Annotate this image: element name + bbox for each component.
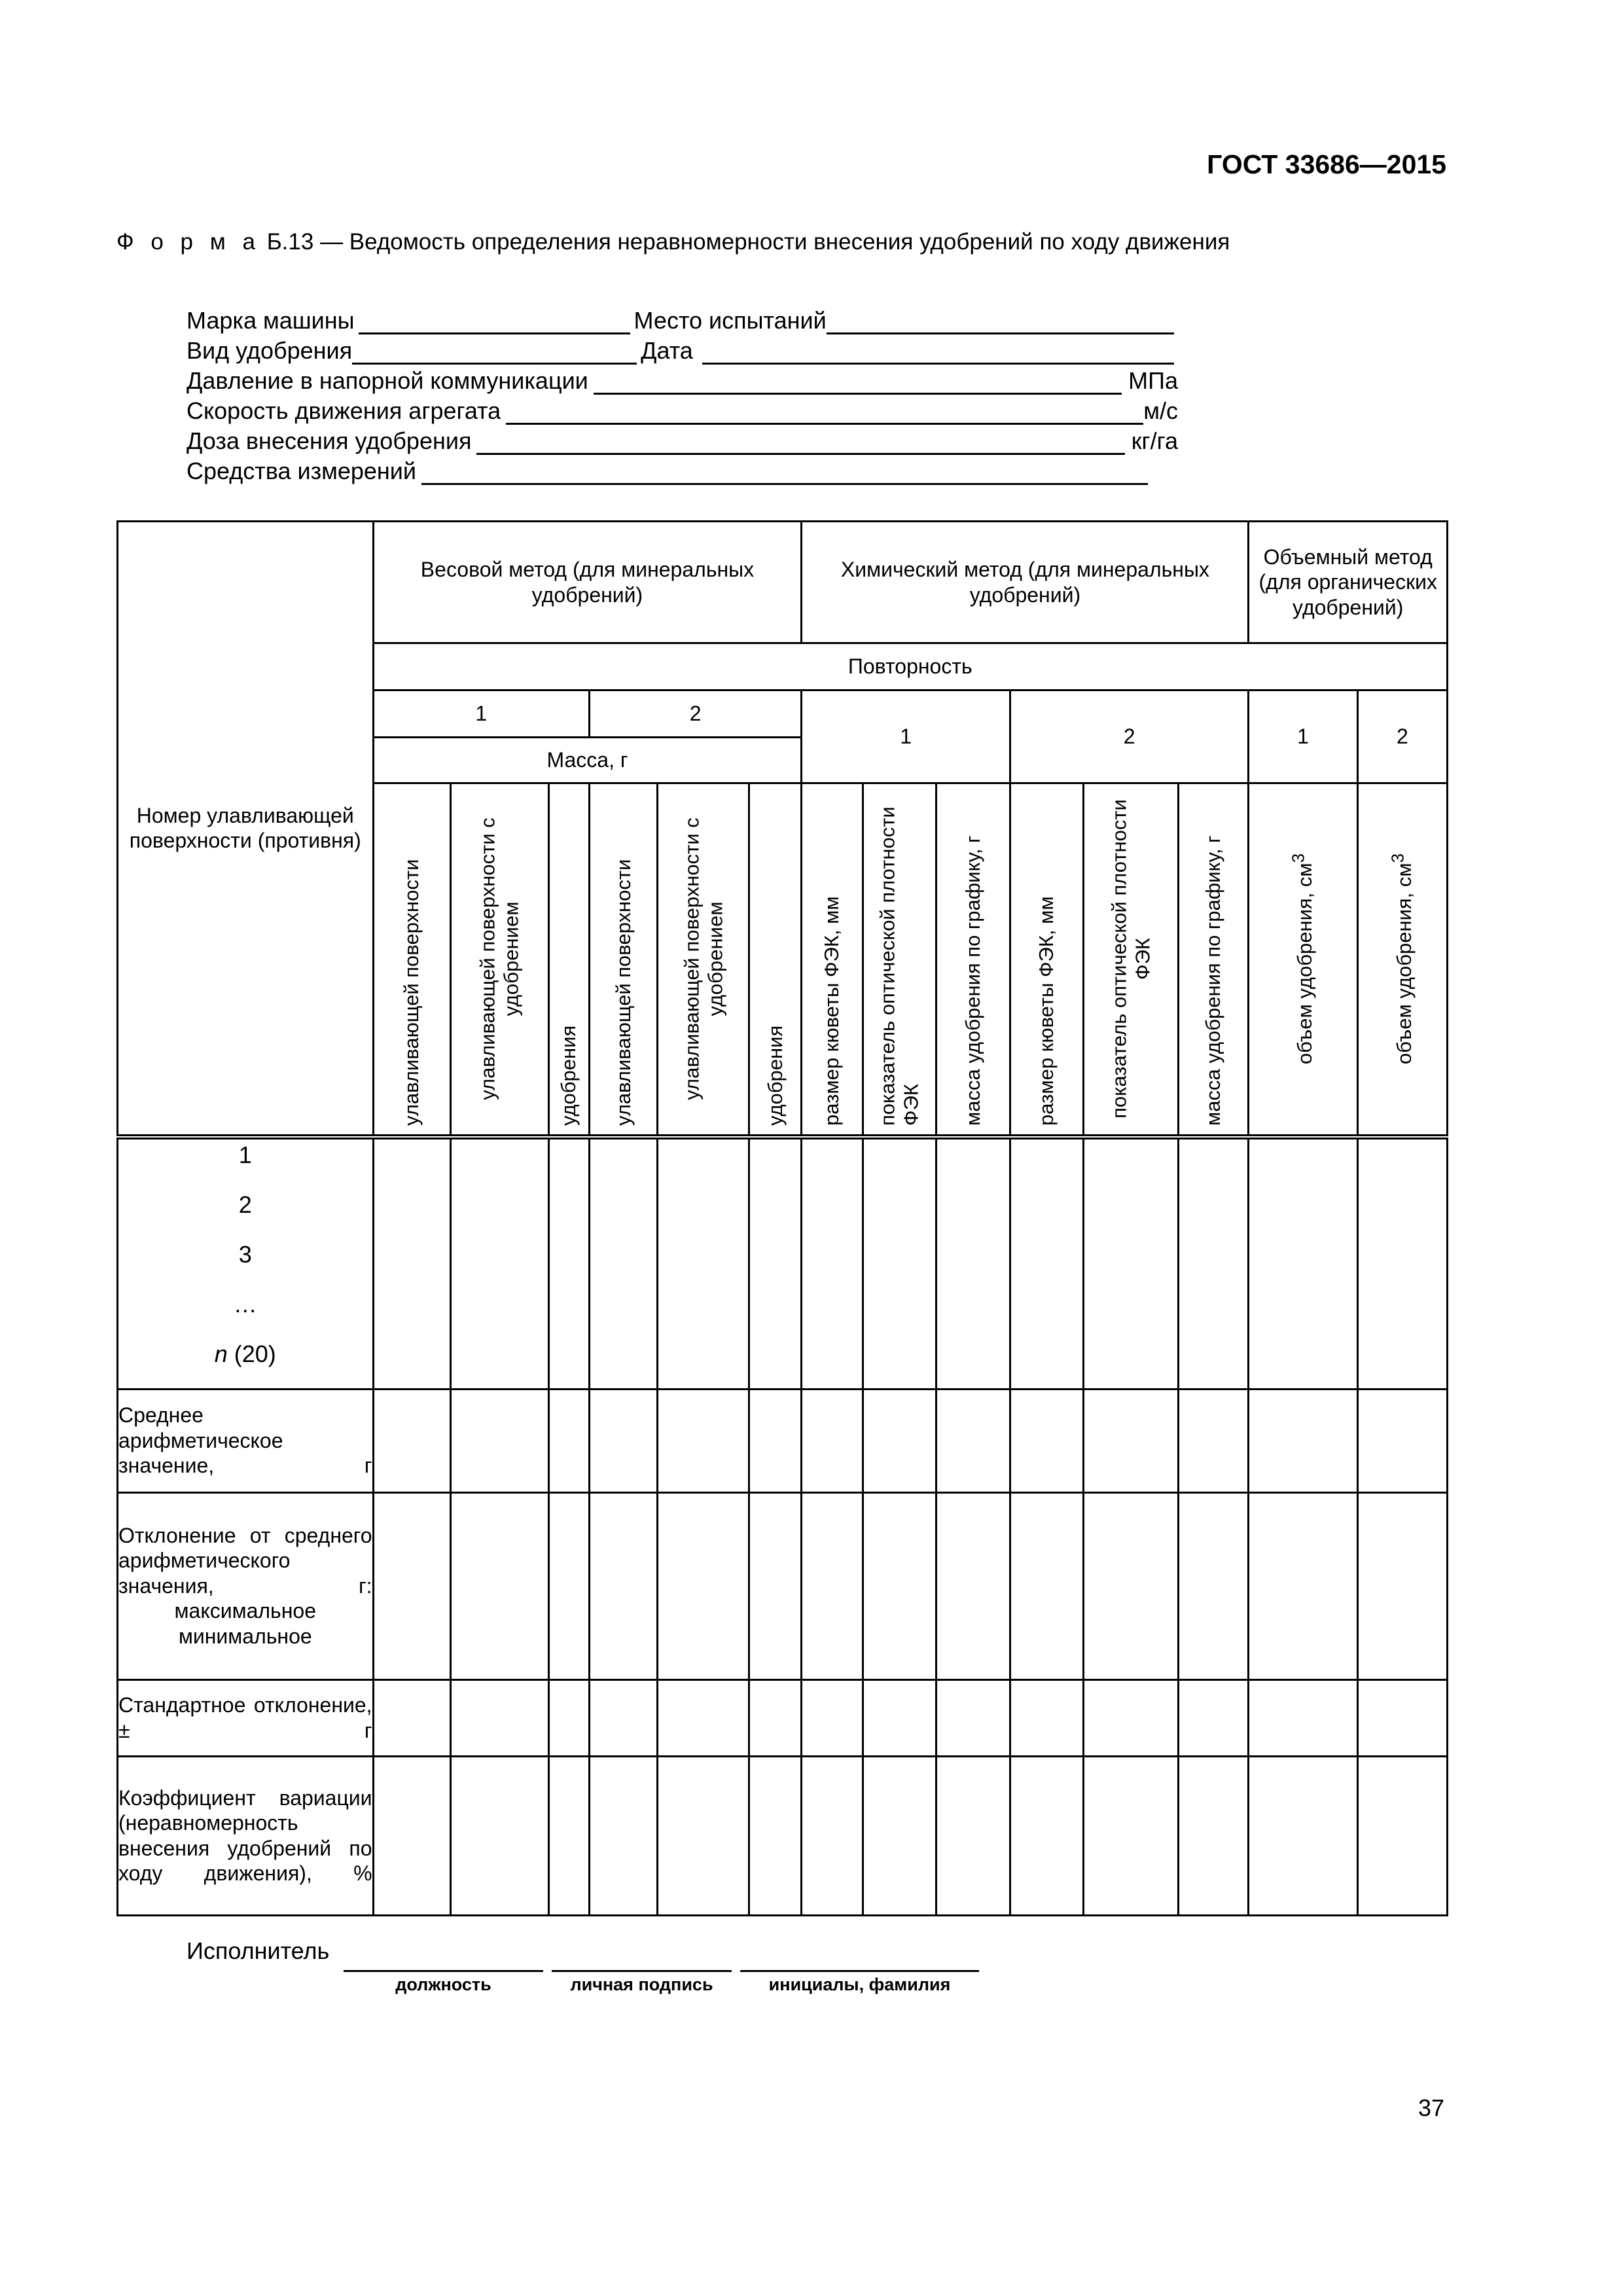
row-number: 2 <box>238 1191 252 1218</box>
col-text-volume-1 <box>1290 792 1317 1126</box>
field-row-machine <box>187 304 1178 334</box>
instruments-label: Средства измерений <box>187 457 417 484</box>
data-cell[interactable] <box>373 1492 450 1679</box>
col-header-mass-graph-1 <box>936 783 1010 1137</box>
volume-text-2: объем удобрения, см <box>1392 863 1416 1065</box>
col-header-catch-surface-fert-1 <box>450 783 548 1137</box>
data-cell[interactable] <box>1249 1389 1357 1492</box>
test-site-line[interactable] <box>827 308 1174 334</box>
table-row-mean <box>118 1389 1448 1492</box>
col-text-fertilizer-2: удобрения <box>764 1025 787 1126</box>
data-cell[interactable] <box>749 1389 802 1492</box>
speed-unit: м/с <box>1143 397 1178 424</box>
field-row-speed <box>187 395 1178 425</box>
data-cell[interactable] <box>658 1492 749 1679</box>
data-cell[interactable] <box>589 1756 657 1915</box>
data-cell[interactable] <box>1010 1492 1083 1679</box>
data-cell[interactable] <box>1084 1137 1179 1390</box>
data-cell[interactable] <box>936 1389 1010 1492</box>
position-slot[interactable]: должность <box>344 1970 543 1995</box>
col-header-catch-surface-fert-2 <box>658 783 749 1137</box>
row-n-letter: n <box>214 1340 228 1367</box>
machine-brand-label: Марка машины <box>187 307 355 334</box>
weight-method-text: Весовой метод (для минеральных удобрений) <box>420 558 755 607</box>
chem-rep-2: 2 <box>1010 691 1249 783</box>
fertilizer-type-label: Вид удобрения <box>187 337 353 364</box>
row-number: 1 <box>238 1141 252 1168</box>
date-line[interactable] <box>702 338 1174 365</box>
data-cell[interactable] <box>863 1137 936 1390</box>
chemical-method-header <box>802 522 1249 643</box>
row-numbers-cell <box>118 1137 374 1390</box>
volume-sup-1: 3 <box>1289 853 1308 863</box>
data-cell[interactable] <box>1357 1679 1447 1756</box>
data-cell[interactable] <box>1249 1137 1357 1390</box>
measurement-table <box>116 520 1448 1916</box>
data-cell[interactable] <box>936 1137 1010 1390</box>
deviation-label-cell <box>118 1492 374 1679</box>
deviation-max-label: максимальное <box>174 1599 316 1623</box>
table-row-deviation <box>118 1492 1448 1679</box>
data-cell[interactable] <box>373 1137 450 1390</box>
table-row-measurements <box>118 1137 1448 1390</box>
weight-rep-2: 2 <box>589 691 801 738</box>
form-title-prefix: Ф о р м а <box>116 229 260 255</box>
mean-label-cell <box>118 1389 374 1492</box>
weight-method-header <box>373 522 802 643</box>
data-cell[interactable] <box>936 1492 1010 1679</box>
stddev-label: Стандартное отклонение, ± г <box>118 1693 372 1742</box>
field-row-pressure <box>187 365 1178 395</box>
data-cell[interactable] <box>802 1137 863 1390</box>
col-text-mass-graph-2: масса удобрения по графику, г <box>1202 835 1225 1126</box>
col-text-volume-2 <box>1389 792 1416 1126</box>
data-cell[interactable] <box>749 1756 802 1915</box>
field-row-fertilizer <box>187 334 1178 365</box>
data-cell[interactable] <box>749 1492 802 1679</box>
field-row-dose <box>187 425 1178 455</box>
data-cell[interactable] <box>1357 1492 1447 1679</box>
mean-label: Среднее арифметическое значение, г <box>118 1403 372 1478</box>
data-cell[interactable] <box>1179 1137 1249 1390</box>
row-number: … <box>233 1290 257 1318</box>
form-title <box>116 229 1230 255</box>
data-cell[interactable] <box>589 1389 657 1492</box>
col-header-cuvette-1 <box>802 783 863 1137</box>
cv-label: Коэффициент вариации (неравномерность внесения удобрений по ходу движения), % <box>118 1785 372 1885</box>
col-header-catch-surface-1 <box>373 783 450 1137</box>
row-header-cell <box>118 522 374 1137</box>
volume-method-text: Объемный метод (для органических удобрений) <box>1258 545 1437 619</box>
data-cell[interactable] <box>548 1492 589 1679</box>
col-header-cuvette-2 <box>1010 783 1083 1137</box>
data-cell[interactable] <box>658 1679 749 1756</box>
data-cell[interactable] <box>450 1756 548 1915</box>
data-cell[interactable] <box>1357 1137 1447 1390</box>
data-cell[interactable] <box>548 1679 589 1756</box>
data-cell[interactable] <box>936 1679 1010 1756</box>
row-number: 3 <box>238 1240 252 1268</box>
data-cell[interactable] <box>373 1756 450 1915</box>
vol-rep-2: 2 <box>1357 691 1447 783</box>
data-cell[interactable] <box>373 1679 450 1756</box>
data-cell[interactable] <box>589 1492 657 1679</box>
deviation-label: Отклонение от среднего арифметического значения, г: <box>118 1524 372 1598</box>
data-cell[interactable] <box>1249 1679 1357 1756</box>
data-cell[interactable] <box>863 1679 936 1756</box>
weight-rep-1: 1 <box>373 691 589 738</box>
data-cell[interactable] <box>589 1679 657 1756</box>
data-cell[interactable] <box>658 1137 749 1390</box>
dose-label: Доза внесения удобрения <box>187 427 472 454</box>
data-cell[interactable] <box>450 1389 548 1492</box>
deviation-min-label: минимальное <box>178 1624 312 1648</box>
col-header-volume-1 <box>1249 783 1357 1137</box>
data-cell[interactable] <box>1357 1756 1447 1915</box>
volume-text-1: объем удобрения, см <box>1293 863 1316 1065</box>
data-cell[interactable] <box>863 1756 936 1915</box>
data-cell[interactable] <box>1084 1492 1179 1679</box>
pressure-line[interactable] <box>594 368 1122 395</box>
col-header-fertilizer-2 <box>749 783 802 1137</box>
data-cell[interactable] <box>548 1137 589 1390</box>
data-cell[interactable] <box>1179 1492 1249 1679</box>
row-number-n <box>118 1338 372 1388</box>
col-text-fertilizer-1: удобрения <box>557 1025 580 1126</box>
volume-method-header <box>1249 522 1448 643</box>
data-cell[interactable] <box>450 1492 548 1679</box>
data-cell[interactable] <box>1179 1756 1249 1915</box>
col-text-catch-surface-1: улавливающей поверхности <box>400 859 423 1126</box>
data-cell[interactable] <box>548 1389 589 1492</box>
data-cell[interactable] <box>658 1756 749 1915</box>
table-row-cv <box>118 1756 1448 1915</box>
executor-label: Исполнитель <box>187 1937 330 1964</box>
cv-label-cell <box>118 1756 374 1915</box>
speed-line[interactable] <box>506 398 1143 425</box>
col-text-cuvette-2: размер кюветы ФЭК, мм <box>1035 896 1058 1126</box>
data-cell[interactable] <box>373 1389 450 1492</box>
data-cell[interactable] <box>1010 1756 1083 1915</box>
data-cell[interactable] <box>1249 1492 1357 1679</box>
data-cell[interactable] <box>749 1679 802 1756</box>
data-cell[interactable] <box>802 1492 863 1679</box>
field-row-instruments <box>187 455 1178 485</box>
col-header-mass-graph-2 <box>1179 783 1249 1137</box>
data-cell[interactable] <box>1010 1389 1083 1492</box>
dose-line[interactable] <box>476 428 1124 455</box>
stddev-label-cell <box>118 1679 374 1756</box>
data-cell[interactable] <box>936 1756 1010 1915</box>
machine-brand-line[interactable] <box>359 308 630 334</box>
chemical-method-text: Химический метод (для минеральных удобрений) <box>840 558 1209 607</box>
data-cell[interactable] <box>1249 1756 1357 1915</box>
date-label: Дата <box>641 337 693 364</box>
data-cell[interactable] <box>450 1679 548 1756</box>
signature-slot[interactable]: личная подпись <box>552 1970 732 1995</box>
data-cell[interactable] <box>802 1389 863 1492</box>
data-cell[interactable] <box>1084 1389 1179 1492</box>
fertilizer-type-line[interactable] <box>352 338 637 365</box>
col-text-mass-graph-1: масса удобрения по графику, г <box>961 835 984 1126</box>
col-header-optical-2 <box>1084 783 1179 1137</box>
col-header-fertilizer-1 <box>548 783 589 1137</box>
test-site-label: Место испытаний <box>633 307 827 334</box>
data-cell[interactable] <box>450 1137 548 1390</box>
row-n-suffix: (20) <box>227 1340 276 1367</box>
form-fields <box>187 304 1178 485</box>
row-header-text: Номер улавливающей поверхности (противня) <box>129 803 361 853</box>
standard-code: ГОСТ 33686—2015 <box>1207 149 1446 179</box>
data-cell[interactable] <box>749 1137 802 1390</box>
data-cell[interactable] <box>1179 1679 1249 1756</box>
row-number-list <box>118 1139 372 1388</box>
col-text-optical-2: показатель оптической плотности ФЭК <box>1107 799 1154 1119</box>
data-cell[interactable] <box>863 1389 936 1492</box>
name-slot[interactable]: инициалы, фамилия <box>740 1970 979 1995</box>
header-row-methods <box>118 522 1448 643</box>
data-cell[interactable] <box>1084 1756 1179 1915</box>
data-cell[interactable] <box>1010 1679 1083 1756</box>
data-cell[interactable] <box>1010 1137 1083 1390</box>
dose-unit: кг/га <box>1131 427 1178 454</box>
volume-sup-2: 3 <box>1389 853 1408 863</box>
col-text-cuvette-1: размер кюветы ФЭК, мм <box>820 896 844 1126</box>
form-title-number: Б.13 <box>266 229 314 255</box>
mass-header: Масса, г <box>373 738 802 783</box>
col-text-optical-1: показатель оптической плотности ФЭК <box>876 806 923 1126</box>
data-cell[interactable] <box>658 1389 749 1492</box>
pressure-unit: МПа <box>1128 367 1178 394</box>
col-header-volume-2 <box>1357 783 1447 1137</box>
table-row-stddev <box>118 1679 1448 1756</box>
col-text-catch-surface-2: улавливающей поверхности <box>611 859 635 1126</box>
chem-rep-1: 1 <box>802 691 1010 783</box>
instruments-line[interactable] <box>421 458 1148 485</box>
data-cell[interactable] <box>589 1137 657 1390</box>
col-header-optical-1 <box>863 783 936 1137</box>
repetition-header: Повторность <box>373 643 1447 691</box>
vol-rep-1: 1 <box>1249 691 1357 783</box>
data-cell[interactable] <box>863 1492 936 1679</box>
data-cell[interactable] <box>1179 1389 1249 1492</box>
col-header-catch-surface-2 <box>589 783 657 1137</box>
pressure-label: Давление в напорной коммуникации <box>187 367 588 394</box>
data-cell[interactable] <box>802 1756 863 1915</box>
col-text-catch-surface-fert-2: улавливающей поверхности с удобрением <box>680 817 726 1101</box>
form-title-text: — Ведомость определения неравномерности внесения удобрений по ходу движения <box>320 229 1230 255</box>
data-cell[interactable] <box>1084 1679 1179 1756</box>
page-number: 37 <box>1418 2094 1444 2121</box>
data-cell[interactable] <box>548 1756 589 1915</box>
data-cell[interactable] <box>1357 1389 1447 1492</box>
data-cell[interactable] <box>802 1679 863 1756</box>
speed-label: Скорость движения агрегата <box>187 397 501 424</box>
col-text-catch-surface-fert-1: улавливающей поверхности с удобрением <box>476 817 523 1101</box>
